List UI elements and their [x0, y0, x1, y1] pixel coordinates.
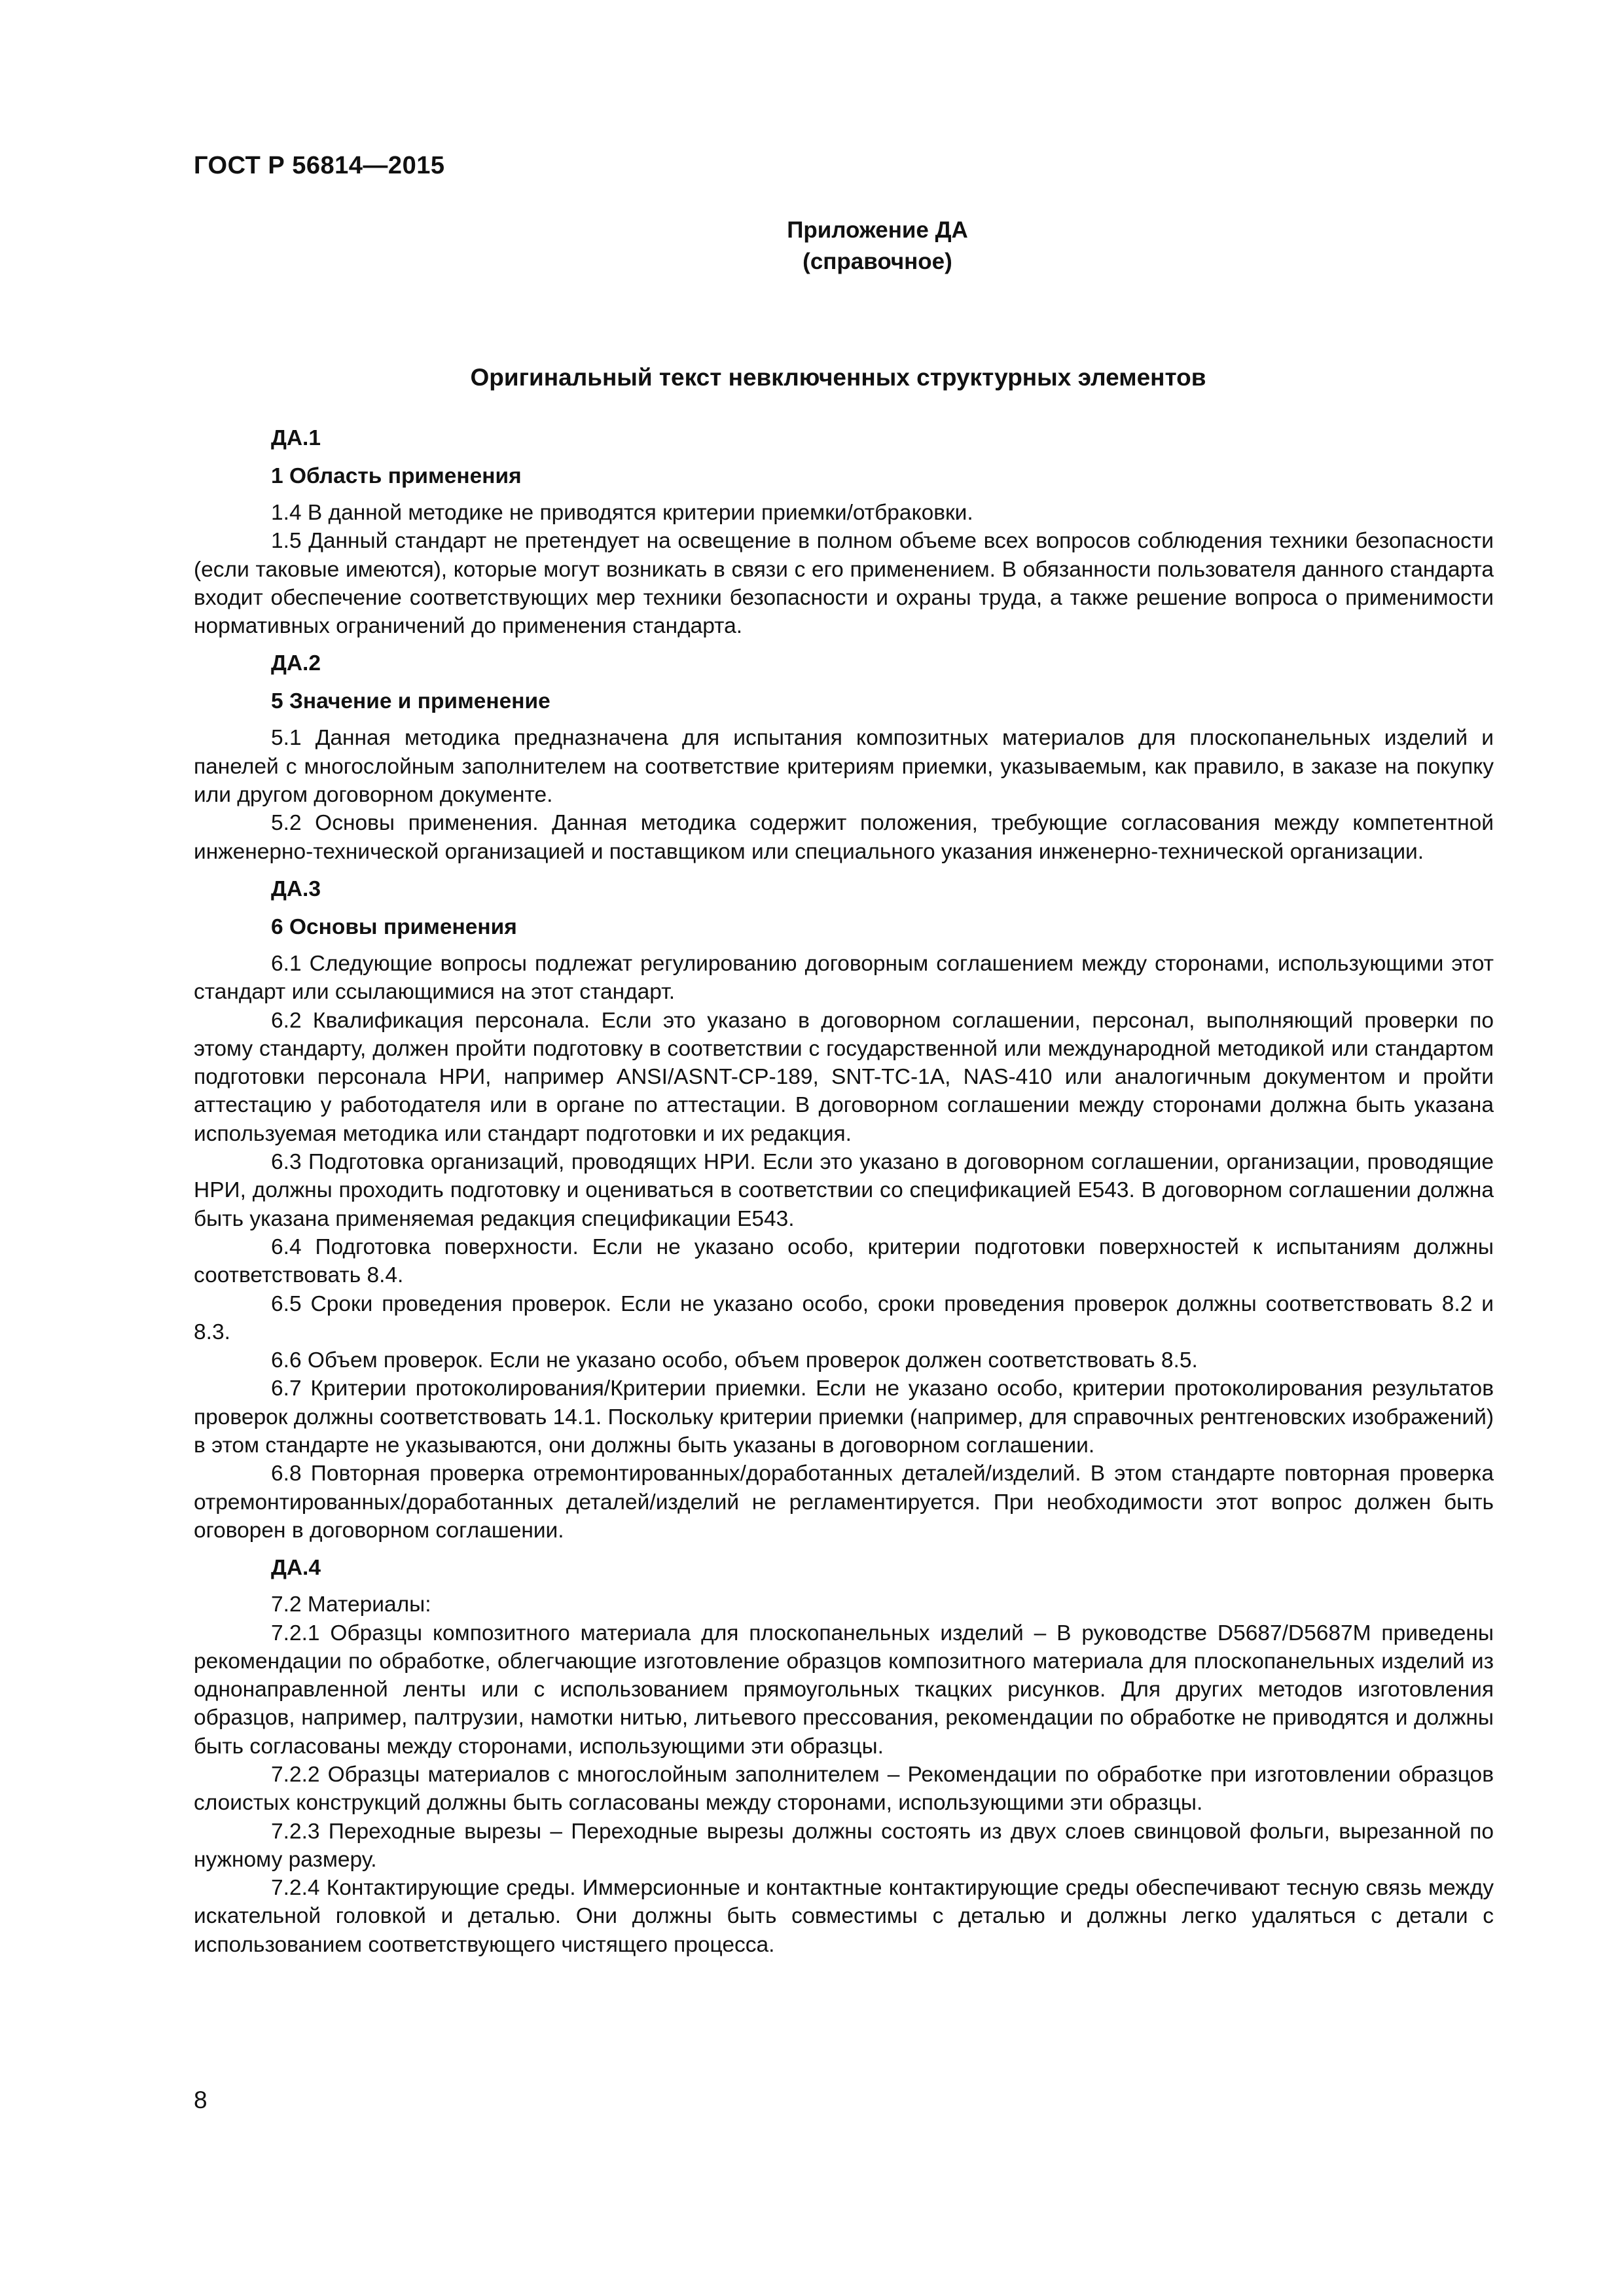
paragraph: 6.4 Подготовка поверхности. Если не указано особо, критерии подготовки поверхностей к испытаниям должны соответствовать 8.4. — [194, 1234, 1494, 1288]
paragraph: 6.2 Квалификация персонала. Если это указано в договорном соглашении, персонал, выполняющий проверки по этому стандарту, должен пройти подготовку в соответствии с государственной или международной методикой или стандартом подготовки персонала НРИ, например ANSI/ASNT-CP-189, SNT-TC-1A, NAS-410 или аналогичным документом и пройти аттестацию у работодателя или в органе по аттестации. В договорном соглашении между сторонами должна быть указана используемая методика или стандарт подготовки и их редакция. — [194, 1008, 1494, 1146]
paragraph: 6.8 Повторная проверка отремонтированных/доработанных деталей/изделий. В этом стандарте повторная проверка отремонтированных/доработанных деталей/изделий не регламентируется. При необходимости этот вопрос должен быть оговорен в договорном соглашении. — [194, 1462, 1494, 1543]
paragraph: 7.2.3 Переходные вырезы – Переходные вырезы должны состоять из двух слоев свинцовой фольги, вырезанной по нужному размеру. — [194, 1819, 1494, 1872]
section-label-da2: ДА.2 — [271, 651, 321, 676]
paragraph: 7.2.2 Образцы материалов с многослойным заполнителем – Рекомендации по обработке при изготовлении образцов слоистых конструкций должны быть согласованы между сторонами, использующими эти образцы. — [194, 1762, 1494, 1816]
paragraph: 6.1 Следующие вопросы подлежат регулированию договорным соглашением между сторонами, использующими этот стандарт или ссылающимися на этот стандарт. — [194, 951, 1494, 1005]
paragraph: 1.4 В данной методике не приводятся критерии приемки/отбраковки. — [271, 501, 973, 525]
paragraph: 7.2 Материалы: — [271, 1592, 431, 1617]
page-title: Оригинальный текст невключенных структурных элементов — [470, 364, 1206, 391]
paragraph: 6.6 Объем проверок. Если не указано особо, объем проверок должен соответствовать 8.5. — [271, 1348, 1198, 1373]
section-heading-da2: 5 Значение и применение — [271, 689, 550, 714]
paragraph: 1.5 Данный стандарт не претендует на освещение в полном объеме всех вопросов соблюдения техники безопасности (если таковые имеются), которые могут возникать в связи с его применением. В обязанности пользователя данного стандарта входит обеспечение соответствующих мер техники безопасности и охраны труда, а также решение вопроса о применимости нормативных ограничений до применения стандарта. — [194, 529, 1494, 639]
page-number: 8 — [194, 2087, 208, 2113]
paragraph: 5.1 Данная методика предназначена для испытания композитных материалов для плоскопанельных изделий и панелей с многослойным заполнителем на соответствие критериям приемки, указываемым, как правило, в заказе на покупку или другом договорном документе. — [194, 726, 1494, 808]
paragraph: 6.3 Подготовка организаций, проводящих НРИ. Если это указано в договорном соглашении, организации, проводящие НРИ, должны проходить подготовку и оцениваться в соответствии со спецификацией E543. В договорном соглашении должна быть указана применяемая редакция спецификации E543. — [194, 1150, 1494, 1231]
paragraph: 6.5 Сроки проведения проверок. Если не указано особо, сроки проведения проверок должны соответствовать 8.2 и 8.3. — [194, 1291, 1494, 1344]
section-label-da1: ДА.1 — [271, 426, 321, 450]
appendix-title: Приложение ДА — [787, 217, 968, 243]
appendix-heading — [0, 215, 1624, 278]
paragraph: 7.2.4 Контактирующие среды. Иммерсионные и контактные контактирующие среды обеспечивают тесную связь между искательной головкой и деталью. Они должны быть совместимы с деталью и должны легко удаляться с детали с использованием соответствующего чистящего процесса. — [194, 1876, 1494, 1957]
document-body — [194, 424, 1494, 1959]
paragraph: 7.2.1 Образцы композитного материала для плоскопанельных изделий – В руководстве D5687/D5687M приведены рекомендации по обработке, облегчающие изготовление образцов композитного материала для плоскопанельных изделий из однонаправленной ленты или с использованием прямоугольных ткацких рисунков. Для других методов изготовления образцов, например, пaлтрузии, намотки нитью, литьевого прессования, рекомендации по обработке не приводятся и должны быть согласованы между сторонами, использующими эти образцы. — [194, 1621, 1494, 1759]
section-label-da3: ДА.3 — [271, 876, 321, 901]
paragraph: 6.7 Критерии протоколирования/Критерии приемки. Если не указано особо, критерии протоколирования результатов проверок должны соответствовать 14.1. Поскольку критерии приемки (например, для справочных рентгеновских изображений) в этом стандарте не указываются, они должны быть указаны в договорном соглашении. — [194, 1376, 1494, 1458]
document-code: ГОСТ Р 56814—2015 — [194, 152, 445, 179]
section-heading-da3: 6 Основы применения — [271, 914, 517, 939]
appendix-subtitle: (справочное) — [803, 249, 952, 274]
section-label-da4: ДА.4 — [271, 1556, 321, 1581]
section-heading-da1: 1 Область применения — [271, 464, 522, 488]
paragraph: 5.2 Основы применения. Данная методика содержит положения, требующие согласования между компетентной инженерно-технической организацией и поставщиком или специального указания инженерно-технической организации. — [194, 811, 1494, 864]
